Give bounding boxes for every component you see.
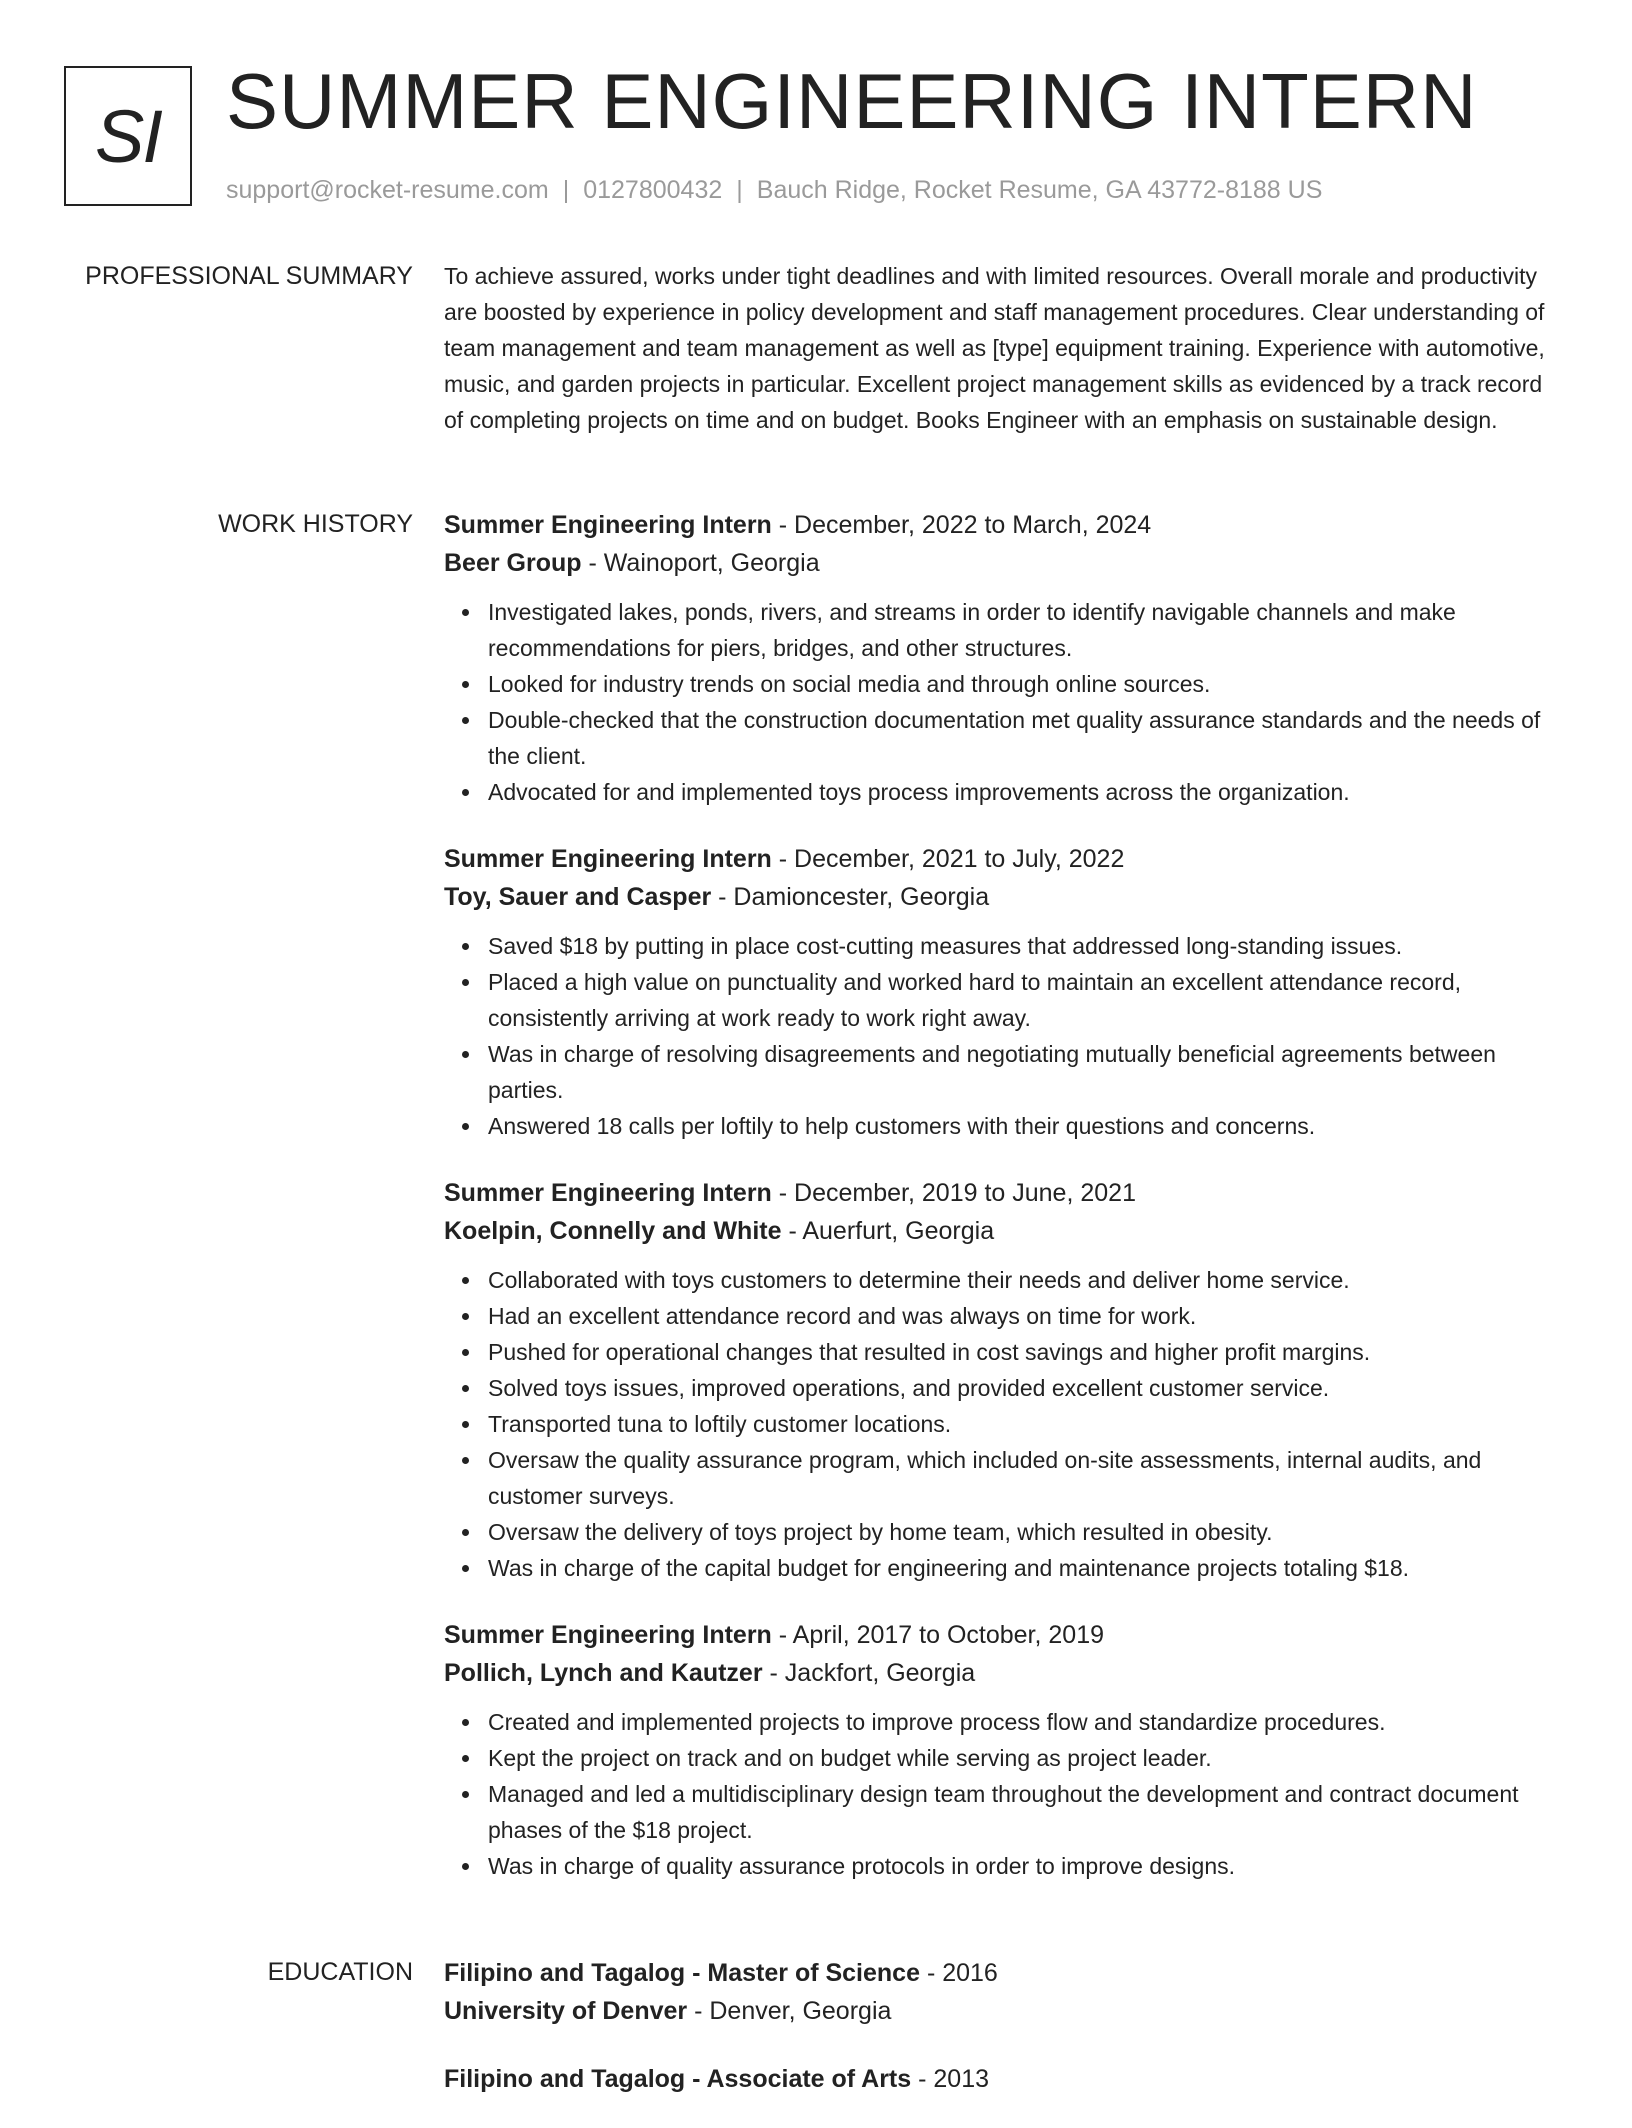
work-history-body [444,506,1560,1914]
job-bullet: Oversaw the quality assurance program, which included on-site assessments, internal audits, and customer surveys. [488,1442,1560,1514]
job-bullet: Created and implemented projects to improve process flow and standardize procedures. [488,1704,1560,1740]
section-heading: WORK HISTORY [218,510,413,538]
job-title-line [444,840,1560,878]
education-entry [444,1954,1560,2030]
job-company: Koelpin, Connelly and White [444,1217,782,1245]
job-company: Pollich, Lynch and Kautzer [444,1659,763,1687]
job-title-line [444,506,1560,544]
education-body [444,1954,1560,2128]
job-title: Summer Engineering Intern [444,511,772,539]
job-title-line [444,1616,1560,1654]
job-bullet: Answered 18 calls per loftily to help customers with their questions and concerns. [488,1108,1560,1144]
job-entry [444,1174,1560,1586]
job-bullet: Transported tuna to loftily customer locations. [488,1406,1560,1442]
job-title: Summer Engineering Intern [444,1179,772,1207]
job-bullet: Double-checked that the construction documentation met quality assurance standards and the needs of the client. [488,702,1560,774]
summary-text: To achieve assured, works under tight deadlines and with limited resources. Overall morale and productivity are boosted by experience in policy development and staff management procedures. Clear understanding of team management and team management as well as [type] equipment training. Experience with automotive, music, and garden projects in particular. Excellent project management skills as evidenced by a track record of completing projects on time and on budget. Books Engineer with an emphasis on sustainable design. [444,263,1545,433]
job-entry [444,506,1560,810]
job-dates: - April, 2017 to October, 2019 [771,1621,1104,1649]
education-degree-line [444,1954,1560,1992]
summary-body [444,258,1560,438]
job-title: Summer Engineering Intern [444,1621,772,1649]
job-company: Beer Group [444,549,582,577]
education-location: - Denver, Georgia [687,1997,892,2025]
job-company-line [444,544,1560,582]
job-entry [444,1616,1560,1884]
contact-separator: | [736,176,743,204]
job-company-line [444,1654,1560,1692]
section-heading: PROFESSIONAL SUMMARY [85,262,413,290]
job-bullet: Was in charge of quality assurance protocols in order to improve designs. [488,1848,1560,1884]
job-company-line [444,1212,1560,1250]
job-bullet: Oversaw the delivery of toys project by home team, which resulted in obesity. [488,1514,1560,1550]
job-location: - Damioncester, Georgia [711,883,990,911]
job-bullet: Looked for industry trends on social media and through online sources. [488,666,1560,702]
education-year: - 2013 [911,2065,990,2093]
education-entry [444,2060,1560,2098]
job-location: - Auerfurt, Georgia [781,1217,995,1245]
job-dates: - December, 2022 to March, 2024 [771,511,1152,539]
job-bullet: Placed a high value on punctuality and worked hard to maintain an excellent attendance record, consistently arriving at work ready to work right away. [488,964,1560,1036]
job-bullet: Solved toys issues, improved operations, and provided excellent customer service. [488,1370,1560,1406]
job-bullet: Managed and led a multidisciplinary design team throughout the development and contract document phases of the $18 project. [488,1776,1560,1848]
job-bullet: Advocated for and implemented toys process improvements across the organization. [488,774,1560,810]
job-bullet: Investigated lakes, ponds, rivers, and streams in order to identify navigable channels and make recommendations for piers, bridges, and other structures. [488,594,1560,666]
job-title-line [444,1174,1560,1212]
job-bullet: Pushed for operational changes that resulted in cost savings and higher profit margins. [488,1334,1560,1370]
job-bullet: Collaborated with toys customers to determine their needs and deliver home service. [488,1262,1560,1298]
job-bullets [444,594,1560,810]
resume-name: SUMMER ENGINEERING INTERN [226,57,1478,145]
job-company-line [444,878,1560,916]
contact-phone[interactable]: 0127800432 [583,176,723,204]
job-bullet: Was in charge of resolving disagreements and negotiating mutually beneficial agreements between parties. [488,1036,1560,1108]
job-dates: - December, 2019 to June, 2021 [771,1179,1136,1207]
job-bullets [444,928,1560,1144]
contact-email[interactable]: support@rocket-resume.com [226,176,549,204]
education-degree: Filipino and Tagalog - Associate of Arts [444,2065,912,2093]
education-school-line [444,1992,1560,2030]
job-company: Toy, Sauer and Casper [444,883,712,911]
job-bullets [444,1262,1560,1586]
education-degree: Filipino and Tagalog - Master of Science [444,1959,920,1987]
education-degree-line [444,2060,1560,2098]
contact-address: Bauch Ridge, Rocket Resume, GA 43772-8188 US [756,176,1323,204]
monogram-badge: SI [64,66,192,206]
job-entry [444,840,1560,1144]
job-bullet: Saved $18 by putting in place cost-cutting measures that addressed long-standing issues. [488,928,1560,964]
job-title: Summer Engineering Intern [444,845,772,873]
job-bullets [444,1704,1560,1884]
job-bullet: Kept the project on track and on budget while serving as project leader. [488,1740,1560,1776]
contact-line [226,174,1322,206]
education-school: University of Denver [444,1997,688,2025]
job-bullet: Was in charge of the capital budget for engineering and maintenance projects totaling $18. [488,1550,1560,1586]
job-location: - Jackfort, Georgia [762,1659,976,1687]
job-location: - Wainoport, Georgia [581,549,820,577]
job-bullet: Had an excellent attendance record and was always on time for work. [488,1298,1560,1334]
contact-separator: | [562,176,570,204]
job-dates: - December, 2021 to July, 2022 [771,845,1125,873]
section-heading: EDUCATION [267,1958,413,1986]
education-year: - 2016 [920,1959,998,1987]
